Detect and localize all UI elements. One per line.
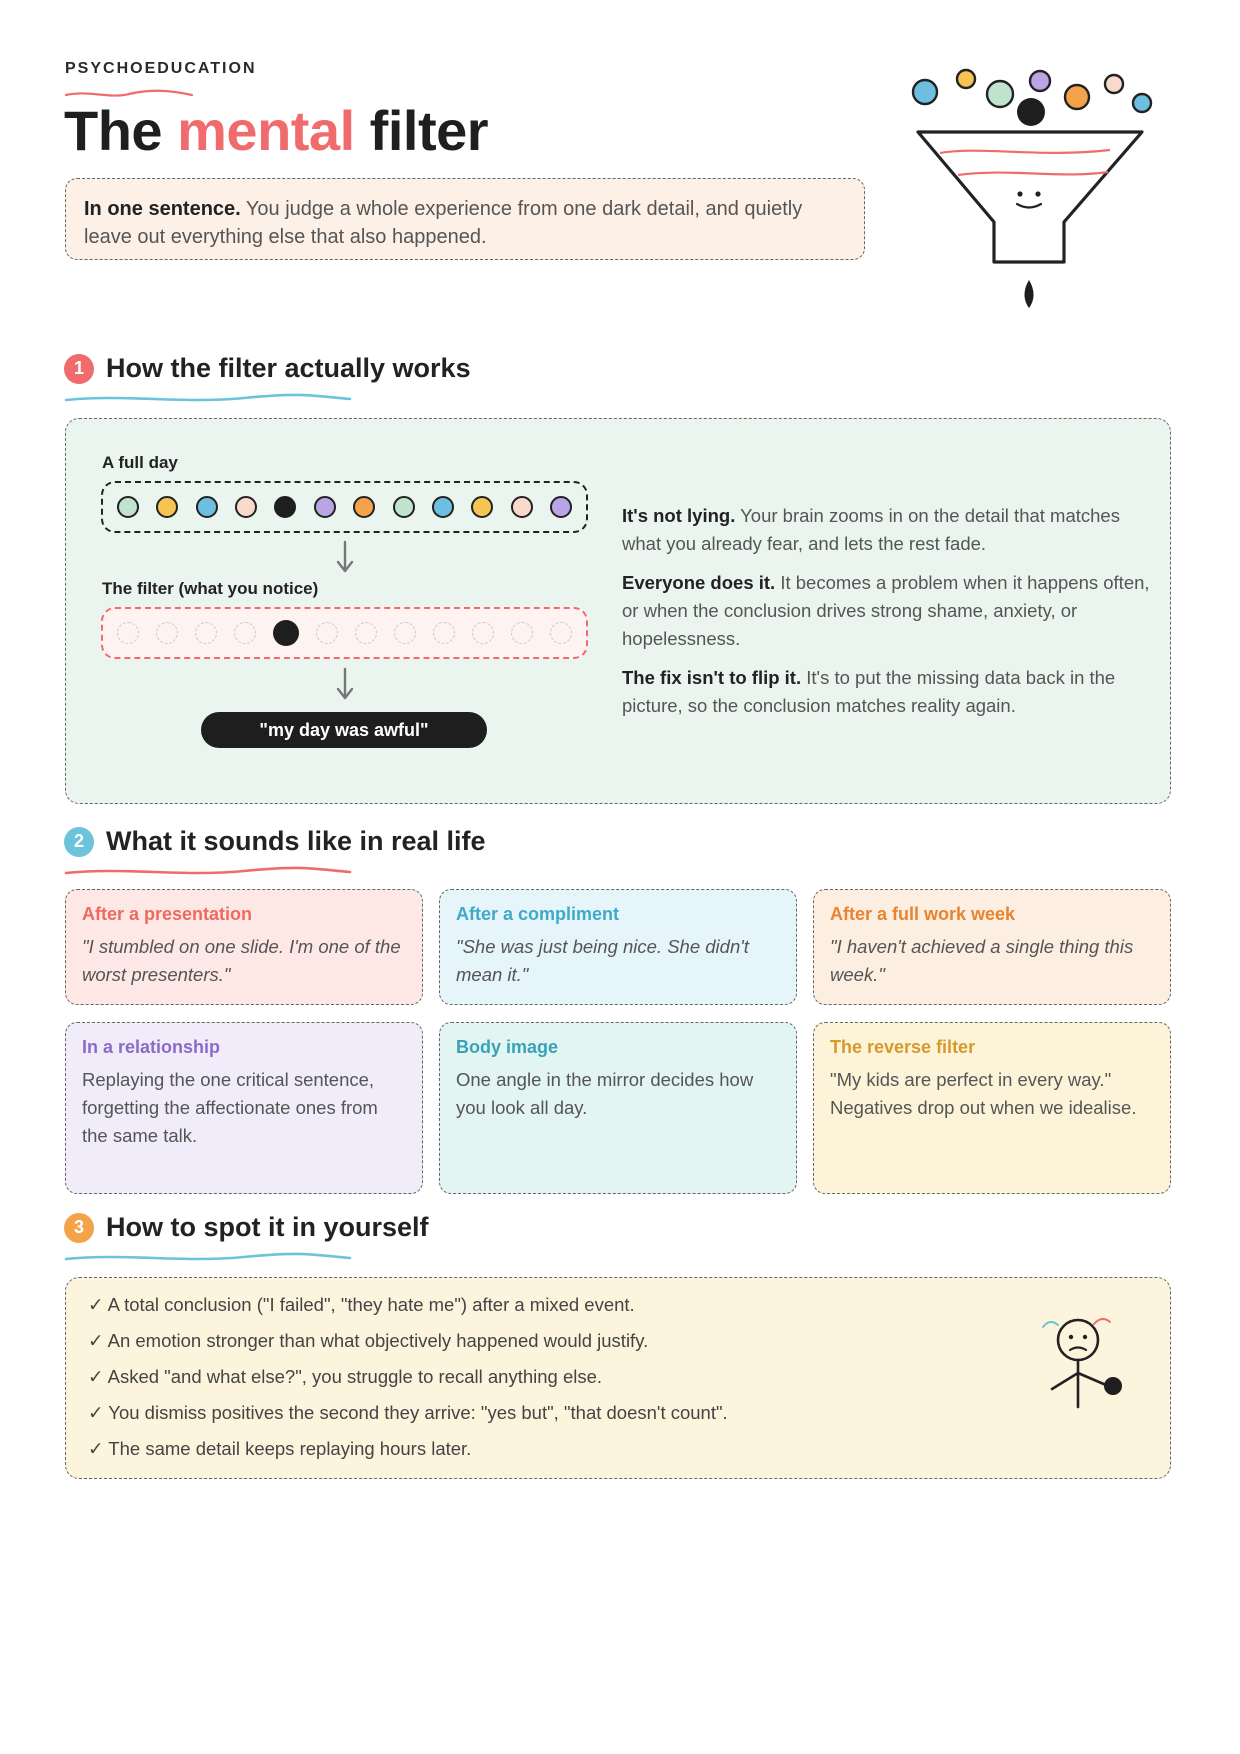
day-dot [511,496,533,518]
card-title: After a compliment [456,904,620,924]
example-card-compliment [439,889,797,1005]
funnel-icon [900,60,1180,320]
paragraph-text: It becomes a problem when it happens often, or when the conclusion drives strong shame, anxiety, or hopelessness. [622,572,1150,649]
day-dot [550,496,572,518]
faded-dot [394,622,416,644]
paragraph-text: It's to put the missing data back in the picture, so the conclusion matches reality again. [622,667,1116,716]
page-title [64,98,488,163]
day-dot [117,496,139,518]
card-title: The reverse filter [830,1037,976,1057]
arrow-down-icon [334,667,356,703]
faded-dot [316,622,338,644]
section-3-header [64,1212,429,1243]
card-body: "I haven't achieved a single thing this week." [830,936,1134,985]
section-number: 3 [64,1213,94,1243]
faded-dot [156,622,178,644]
paragraph-lead: The fix isn't to flip it. [622,667,802,688]
card-body: "My kids are perfect in every way." Negatives drop out when we idealise. [830,1069,1137,1118]
summary-lead: In one sentence. [84,198,241,220]
explanation-paragraph [622,569,1152,653]
faded-dot [355,622,377,644]
section-number: 1 [64,354,94,384]
full-day-dots [101,481,588,533]
faded-dot [117,622,139,644]
card-body: "I stumbled on one slide. I'm one of the worst presenters." [82,936,401,985]
day-dot [314,496,336,518]
checklist-item: ✓ A total conclusion ("I failed", "they hate me") after a mixed event. [88,1294,635,1315]
section-1-underline [64,392,354,406]
summary-box [65,178,865,260]
faded-dot [511,622,533,644]
card-title: In a relationship [82,1037,221,1057]
section-2-header [64,826,486,857]
card-body: One angle in the mirror decides how you look all day. [456,1069,754,1118]
day-dot [432,496,454,518]
checklist-item: ✓ An emotion stronger than what objectively happened would justify. [88,1330,649,1351]
faded-dot [195,622,217,644]
conclusion-pill: "my day was awful" [201,712,487,748]
title-part: The [64,99,178,162]
section-1-header [64,353,471,384]
example-card-body-image [439,1022,797,1194]
checklist-item: ✓ You dismiss positives the second they arrive: "yes but", "that doesn't count". [88,1402,728,1423]
full-day-label: A full day [102,453,178,472]
example-card-presentation [65,889,423,1005]
checklist-item: ✓ The same detail keeps replaying hours later. [88,1438,472,1459]
arrow-down-icon [334,540,356,576]
noticed-dot [273,620,299,646]
card-body: Replaying the one critical sentence, forgetting the affectionate ones from the same talk. [82,1069,378,1146]
section-3-underline [64,1251,354,1265]
faded-dot [472,622,494,644]
card-body: "She was just being nice. She didn't mean it." [456,936,749,985]
paragraph-lead: It's not lying. [622,505,736,526]
section-2-underline [64,865,354,879]
worried-stick-figure-icon [1038,1307,1138,1409]
example-card-reverse-filter [813,1022,1171,1194]
explanation-paragraph [622,502,1152,558]
faded-dot [234,622,256,644]
day-dot [196,496,218,518]
eyebrow: PSYCHOEDUCATION [65,60,257,77]
example-card-work-week [813,889,1171,1005]
explanation-paragraph [622,664,1152,720]
explanation-text [622,502,1152,720]
faded-dot [433,622,455,644]
paragraph-text: Your brain zooms in on the detail that matches what you already fear, and lets the rest fade. [622,505,1120,554]
card-title: Body image [456,1037,559,1057]
day-dot [274,496,296,518]
faded-dot [550,622,572,644]
paragraph-lead: Everyone does it. [622,572,776,593]
section-title: How to spot it in yourself [106,1212,429,1242]
day-dot [471,496,493,518]
example-card-relationship [65,1022,423,1194]
filter-label: The filter (what you notice) [102,579,319,598]
title-part: filter [354,99,489,162]
checklist-item: ✓ Asked "and what else?", you struggle to recall anything else. [88,1366,603,1387]
section-number: 2 [64,827,94,857]
day-dot [353,496,375,518]
section-title: How the filter actually works [106,353,471,383]
day-dot [393,496,415,518]
title-accent: mental [177,99,355,162]
section-title: What it sounds like in real life [106,826,486,856]
card-title: After a presentation [82,904,253,924]
filter-dots [101,607,588,659]
card-title: After a full work week [830,904,1016,924]
day-dot [156,496,178,518]
checklist [88,1287,728,1467]
day-dot [235,496,257,518]
summary-text: You judge a whole experience from one dark detail, and quietly leave out everything else that also happened. [84,198,803,248]
